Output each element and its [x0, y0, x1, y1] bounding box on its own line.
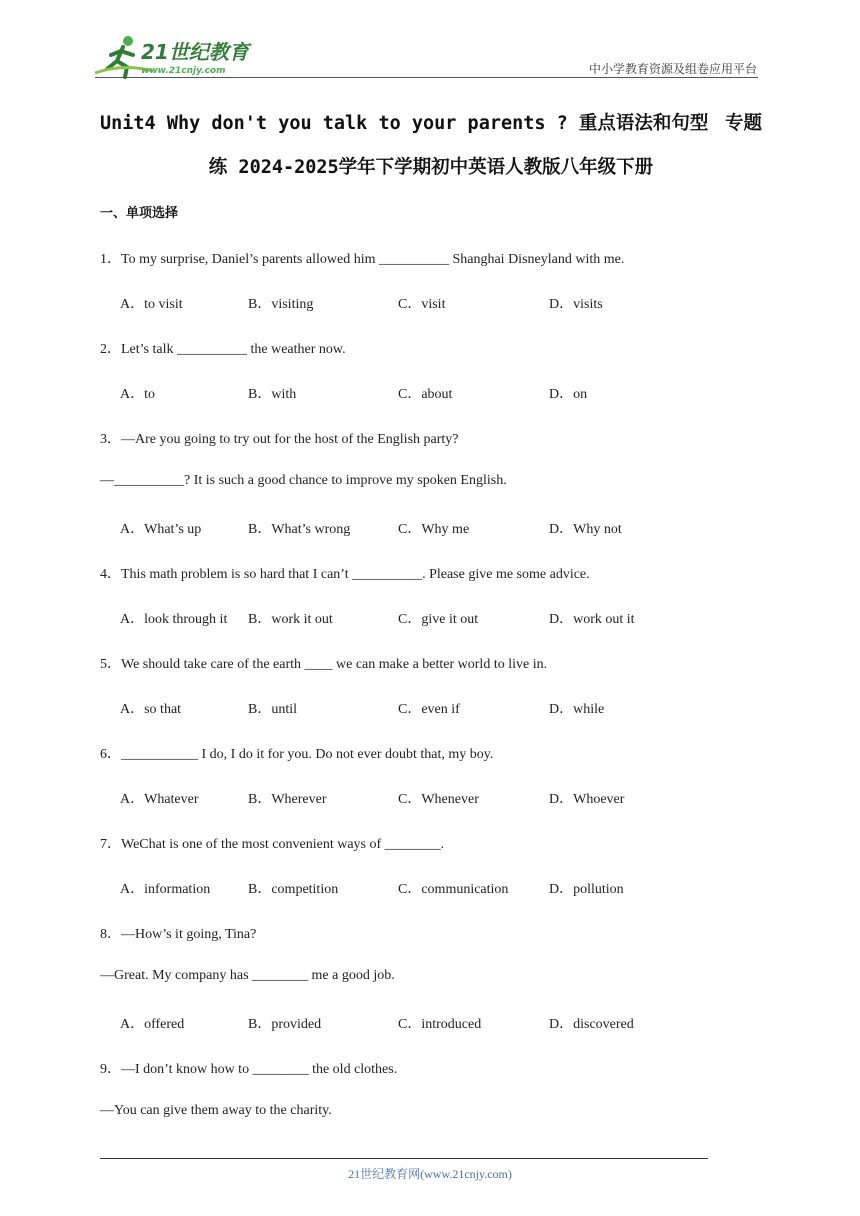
- option-d: D．work out it: [549, 612, 635, 627]
- question-9-stem: 9．—I don’t know how to ________ the old clothes.: [100, 1062, 398, 1077]
- header-divider: [95, 77, 758, 78]
- option-b: B．visiting: [248, 297, 314, 312]
- question-4-stem: 4．This math problem is so hard that I can’t __________. Please give me some advice.: [100, 567, 590, 582]
- question-8-stem: 8．—How’s it going, Tina?: [100, 927, 257, 942]
- option-b: B．What’s wrong: [248, 522, 351, 537]
- option-b: B．with: [248, 387, 297, 402]
- option-a: A．so that: [120, 702, 182, 717]
- footer-link[interactable]: 21世纪教育网(www.21cnjy.com): [348, 1167, 512, 1181]
- option-c: C．Why me: [398, 522, 470, 537]
- option-c: C．Whenever: [398, 792, 479, 807]
- option-c: C．even if: [398, 702, 460, 717]
- option-d: D．Whoever: [549, 792, 625, 807]
- site-logo: [93, 33, 263, 79]
- option-a: A．to: [120, 387, 155, 402]
- header-platform-text: 中小学教育资源及组卷应用平台: [588, 62, 757, 76]
- question-9-reply: —You can give them away to the charity.: [100, 1103, 332, 1118]
- option-b: B．work it out: [248, 612, 333, 627]
- logo-text: 21世纪教育: [141, 40, 249, 64]
- option-c: C．visit: [398, 297, 446, 312]
- question-6-stem: 6．___________ I do, I do it for you. Do not ever doubt that, my boy.: [100, 747, 494, 762]
- logo-url: www.21cnjy.com: [141, 66, 226, 76]
- option-c: C．introduced: [398, 1017, 482, 1032]
- question-3-reply: —__________? It is such a good chance to improve my spoken English.: [100, 473, 507, 488]
- option-c: C．give it out: [398, 612, 479, 627]
- option-c: C．about: [398, 387, 453, 402]
- option-a: A．look through it: [120, 612, 228, 627]
- option-b: B．until: [248, 702, 298, 717]
- option-a: A．offered: [120, 1017, 185, 1032]
- option-d: D．while: [549, 702, 605, 717]
- page-title-line-2: 练 2024-2025学年下学期初中英语人教版八年级下册: [208, 157, 654, 178]
- option-d: D．visits: [549, 297, 603, 312]
- option-d: D．Why not: [549, 522, 622, 537]
- option-b: B．provided: [248, 1017, 322, 1032]
- title-tail: 专题: [724, 113, 762, 134]
- option-d: D．pollution: [549, 882, 624, 897]
- title-main: Unit4 Why don't you talk to your parents ? 重点语法和句型: [100, 113, 709, 134]
- question-5-stem: 5．We should take care of the earth ____ we can make a better world to live in.: [100, 657, 548, 672]
- option-a: A．information: [120, 882, 211, 897]
- question-2-stem: 2．Let’s talk __________ the weather now.: [100, 342, 346, 357]
- option-b: B．competition: [248, 882, 339, 897]
- footer-divider: [100, 1158, 708, 1159]
- question-3-stem: 3．—Are you going to try out for the host of the English party?: [100, 432, 459, 447]
- option-a: A．to visit: [120, 297, 183, 312]
- page-title-line-1: [100, 109, 762, 135]
- section-title: 一、单项选择: [100, 206, 179, 221]
- option-a: A．Whatever: [120, 792, 199, 807]
- option-a: A．What’s up: [120, 522, 202, 537]
- option-d: D．discovered: [549, 1017, 634, 1032]
- option-d: D．on: [549, 387, 588, 402]
- question-7-stem: 7．WeChat is one of the most convenient ways of ________.: [100, 837, 445, 852]
- option-c: C．communication: [398, 882, 509, 897]
- question-8-reply: —Great. My company has ________ me a good job.: [100, 968, 395, 983]
- option-b: B．Wherever: [248, 792, 327, 807]
- question-1-stem: 1．To my surprise, Daniel’s parents allowed him __________ Shanghai Disneyland with me.: [100, 252, 625, 267]
